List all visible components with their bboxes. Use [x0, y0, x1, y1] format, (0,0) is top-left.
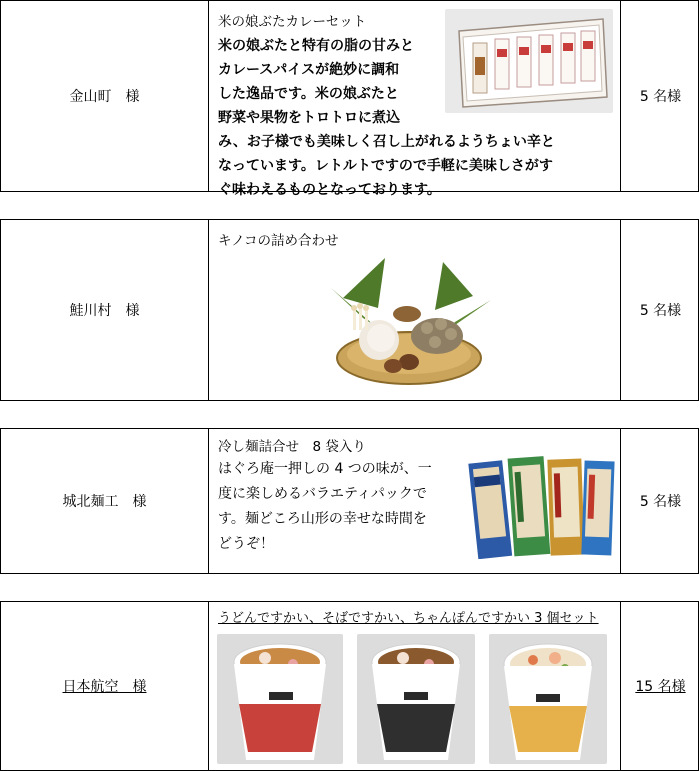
recipient-cell: [1, 220, 209, 400]
quantity-cell: [621, 1, 700, 191]
prize-description: はぐろ庵一押しの 4 つの味が、一 度に楽しめるバラエティパックで す。麺どころ山形の幸せな時間を どうぞ！: [218, 461, 432, 552]
champon-cup-photo: [489, 634, 607, 764]
prize-title: うどんですかい、そばですかい、ちゃんぽんですかい 3 個セット: [218, 611, 599, 626]
recipient-cell: [1, 602, 209, 770]
prize-cell: [209, 429, 621, 573]
cold-noodle-packs-photo: [467, 455, 615, 559]
recipient-name: 城北麺工 様: [62, 494, 147, 510]
soba-cup-photo: [357, 634, 475, 764]
prize-row-johoku: [0, 428, 699, 574]
quantity: 5 名様: [639, 89, 682, 105]
prize-title: 米の娘ぶたカレーセット: [218, 14, 367, 30]
prize-title: 冷し麺詰合せ 8 袋入り: [218, 439, 366, 455]
recipient-name: 鮭川村 様: [69, 303, 140, 319]
quantity-cell: [621, 429, 700, 573]
quantity: 5 名様: [639, 494, 682, 510]
prize-row-kaneyama: [0, 0, 699, 198]
prize-cell: [209, 220, 621, 400]
prize-cell: [209, 602, 621, 770]
prize-title: キノコの詰め合わせ: [218, 233, 339, 249]
curry-set-photo: [445, 9, 613, 113]
quantity: 15 名様: [635, 679, 686, 695]
quantity-cell: [621, 220, 700, 400]
recipient-name: 金山町 様: [69, 89, 140, 105]
prize-cell: [209, 1, 621, 198]
quantity-cell: [621, 602, 700, 770]
recipient-cell: [1, 1, 209, 191]
recipient-cell: [1, 429, 209, 573]
prize-row-jal: [0, 601, 699, 771]
prize-description: 米の娘ぶたと特有の脂の甘みと カレースパイスが絶妙に調和 した逸品です。米の娘ぶたと 野菜や果物をトロトロに煮込 み、お子様でも美味しく召し上がれるようちょい辛と なっています。レトルトですので手軽に美味しさがす ぐ味わえるものとなっております。: [218, 38, 555, 198]
quantity: 5 名様: [639, 303, 682, 319]
recipient-name: 日本航空 様: [62, 679, 147, 695]
udon-cup-photo: [217, 634, 343, 764]
prize-row-sakegawa: [0, 219, 699, 401]
mushroom-basket-photo: [323, 258, 493, 390]
